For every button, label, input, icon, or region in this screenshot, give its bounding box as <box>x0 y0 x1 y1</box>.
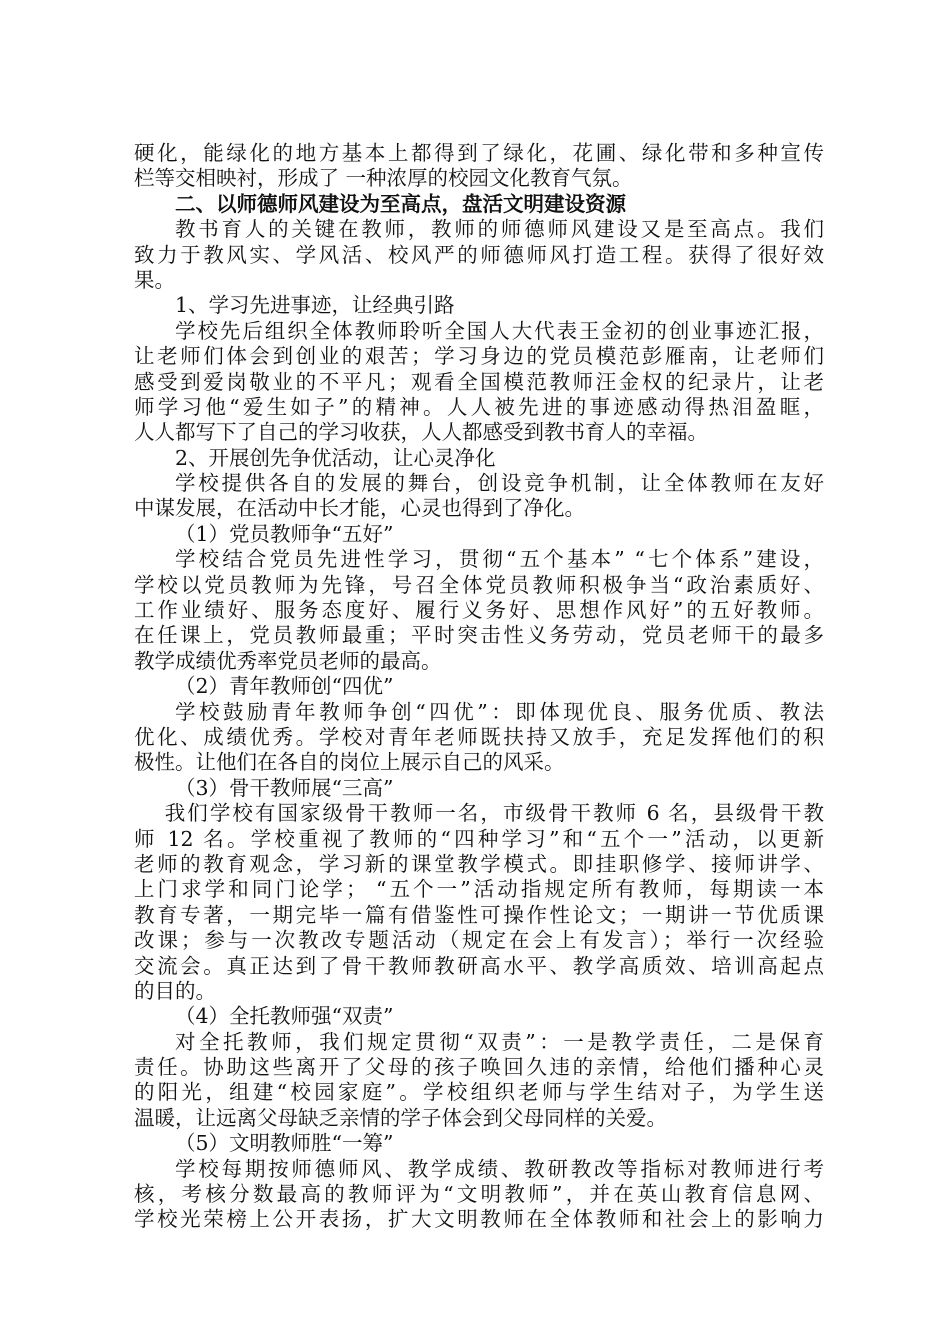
text-line: 教书育人的关键在教师，教师的师德师风建设又是至高点。我们 <box>175 217 824 242</box>
text-line: 教育专著，一期完毕一篇有借鉴性可操作性论文；一期讲一节优质课 <box>134 902 824 927</box>
text-line: 学校光荣榜上公开表扬，扩大文明教师在全体教师和社会上的影响力 <box>134 1207 824 1232</box>
text-line: 的目的。 <box>134 978 216 1003</box>
document-body <box>134 141 824 1233</box>
text-line: （3）骨干教师展“三高” <box>175 775 394 800</box>
text-line: 教学成绩优秀率党员老师的最高。 <box>134 648 442 673</box>
text-line: 交流会。真正达到了骨干教师教研高水平、教学高质效、培训高起点 <box>134 953 824 978</box>
text-line: 优化、成绩优秀。学校对青年老师既扶持又放手，充足发挥他们的积 <box>134 724 824 749</box>
text-line: 我们学校有国家级骨干教师一名，市级骨干教师 6 名，县级骨干教 <box>164 801 824 826</box>
text-line: 核，考核分数最高的教师评为“文明教师”，并在英山教育信息网、 <box>134 1182 824 1207</box>
text-line: （1）党员教师争“五好” <box>175 521 394 546</box>
text-line: 学校鼓励青年教师争创“四优”：即体现优良、服务优质、教法 <box>175 699 824 724</box>
text-line: 师 12 名。学校重视了教师的“四种学习”和“五个一”活动，以更新 <box>134 826 824 851</box>
text-line: 感受到爱岗敬业的不平凡；观看全国模范教师汪金权的纪录片，让老 <box>134 369 824 394</box>
text-line: 师学习他“爱生如子”的精神。人人被先进的事迹感动得热泪盈眶， <box>134 394 824 419</box>
text-line: 工作业绩好、服务态度好、履行义务好、思想作风好”的五好教师。 <box>134 598 824 623</box>
text-line: 1、学习先进事迹，让经典引路 <box>175 293 455 318</box>
text-line: 中谋发展，在活动中长才能，心灵也得到了净化。 <box>134 496 585 521</box>
text-line: 学校结合党员先进性学习，贯彻“五个基本” “七个体系”建设， <box>175 547 824 572</box>
text-line: 在任课上，党员教师最重；平时突击性义务劳动，党员老师干的最多 <box>134 623 824 648</box>
text-line: 对全托教师，我们规定贯彻“双责”：一是教学责任，二是保育 <box>175 1029 824 1054</box>
text-line: 上门求学和同门论学； “五个一”活动指规定所有教师，每期读一本 <box>134 877 824 902</box>
text-line: 硬化，能绿化的地方基本上都得到了绿化，花圃、绿化带和多种宣传 <box>134 141 824 165</box>
text-line: 温暖，让远离父母缺乏亲情的学子体会到父母同样的关爱。 <box>134 1105 667 1130</box>
text-line: 老师的教育观念，学习新的课堂教学模式。即挂职修学、接师讲学、 <box>134 851 824 876</box>
text-line: （5）文明教师胜“一筹” <box>175 1131 394 1156</box>
text-line: 改课；参与一次教改专题活动（规定在会上有发言）；举行一次经验 <box>134 928 824 953</box>
text-line: 栏等交相映衬，形成了 一种浓厚的校园文化教育气氛。 <box>134 166 633 191</box>
text-line: 极性。让他们在各自的岗位上展示自己的风采。 <box>134 750 565 775</box>
text-line: 人人都写下了自己的学习收获，人人都感受到教书育人的幸福。 <box>134 420 708 445</box>
text-line: 致力于教风实、学风活、校风严的师德师风打造工程。获得了很好效 <box>134 242 824 267</box>
text-line: 学校每期按师德师风、教学成绩、教研教改等指标对教师进行考 <box>175 1156 824 1181</box>
text-line: 学校以党员教师为先锋，号召全体党员教师积极争当“政治素质好、 <box>134 572 824 597</box>
text-line: 2、开展创先争优活动，让心灵净化 <box>175 445 496 470</box>
text-line: 责任。协助这些离开了父母的孩子唤回久违的亲情，给他们播种心灵 <box>134 1055 824 1080</box>
text-line: （4）全托教师强“双责” <box>175 1004 394 1029</box>
text-line: 果。 <box>134 267 175 292</box>
text-line: 让老师们体会到创业的艰苦；学习身边的党员模范彭雁南，让老师们 <box>134 344 824 369</box>
text-line: 的阳光，组建“校园家庭”。学校组织老师与学生结对子，为学生送 <box>134 1080 824 1105</box>
text-line: 学校提供各自的发展的舞台，创设竞争机制，让全体教师在友好 <box>175 471 824 496</box>
section-heading: 二、以师德师风建设为至高点，盘活文明建设资源 <box>175 191 626 216</box>
text-line: （2）青年教师创“四优” <box>175 674 394 699</box>
text-line: 学校先后组织全体教师聆听全国人大代表王金初的创业事迹汇报， <box>175 318 824 343</box>
